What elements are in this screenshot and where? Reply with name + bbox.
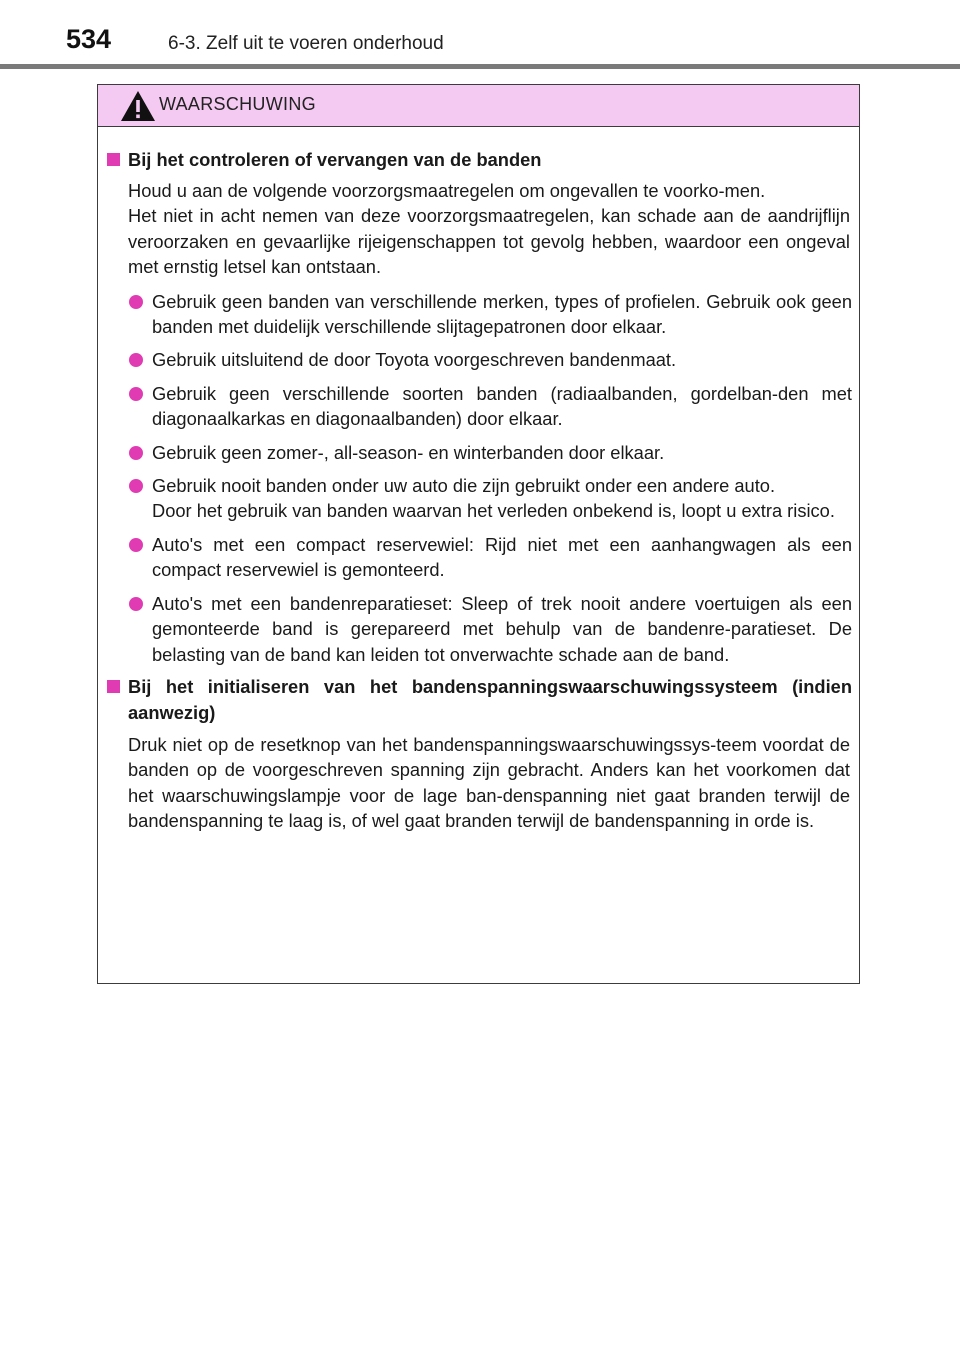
round-bullet-icon — [129, 387, 143, 401]
round-bullet-icon — [129, 479, 143, 493]
section-heading — [105, 674, 852, 726]
round-bullet-icon — [129, 295, 143, 309]
list-item-text: Gebruik geen banden van verschillende merken, types of profielen. Gebruik ook geen banden met duidelijk verschillende slijtagepatronen door elkaar. — [152, 290, 852, 338]
round-bullet-icon — [129, 446, 143, 460]
list-item — [128, 532, 852, 583]
paragraph: Houd u aan de volgende voorzorgsmaatregelen om ongevallen te voorko-men. — [128, 180, 766, 201]
square-bullet-icon — [107, 680, 120, 693]
list-item — [128, 381, 852, 432]
square-bullet-icon — [107, 153, 120, 166]
list-item-text: Gebruik geen verschillende soorten banden (radiaalbanden, gordelban-den met diagonaalkarkas en diagonaalbanden) door elkaar. — [152, 382, 852, 430]
list-item — [128, 473, 852, 524]
list-item — [128, 591, 852, 667]
chapter-title: 6-3. Zelf uit te voeren onderhoud — [168, 33, 444, 54]
list-item-text: Auto's met een bandenreparatieset: Sleep of trek nooit andere voertuigen als een gemonteerde band is gerepareerd met behulp van de bandenre-paratieset. De belasting van de band kan leiden tot onverwachte schade aan de band. — [152, 592, 852, 665]
header-divider — [0, 64, 960, 69]
warning-header — [98, 85, 859, 127]
list-item-text: Auto's met een compact reservewiel: Rijd niet met een aanhangwagen als een compact reservewiel is gemonteerd. — [152, 533, 852, 581]
warning-box — [97, 84, 860, 984]
round-bullet-icon — [129, 353, 143, 367]
paragraph: Het niet in acht nemen van deze voorzorgsmaatregelen, kan schade aan de aandrijflijn veroorzaken en gevaarlijke rijeigenschappen tot gevolg hebben, waardoor een ongeval met ernstig letsel kan ontstaan. — [128, 205, 850, 278]
list-item-text: Door het gebruik van banden waarvan het verleden onbekend is, loopt u extra risico. — [152, 500, 835, 522]
list-item-text: Gebruik nooit banden onder uw auto die zijn gebruikt onder een andere auto. — [152, 475, 776, 497]
round-bullet-icon — [129, 597, 143, 611]
warning-label: WAARSCHUWING — [159, 94, 316, 114]
list-item-text: Gebruik uitsluitend de door Toyota voorgeschreven bandenmaat. — [152, 349, 677, 371]
warning-triangle-icon — [120, 90, 156, 122]
section-heading-text: Bij het controleren of vervangen van de banden — [128, 149, 542, 170]
paragraph: Druk niet op de resetknop van het bandenspanningswaarschuwingssys-teem voordat de banden op de voorgeschreven spanning zijn gebracht. Anders kan het voorkomen dat het waarschuwingslampje voor de lage ban-denspanning niet gaat branden terwijl de bandenspanning te laag is, of wel gaat branden terwijl de bandenspanning in orde is. — [128, 733, 850, 832]
section-heading — [105, 147, 852, 173]
round-bullet-icon — [129, 538, 143, 552]
warning-body — [98, 127, 859, 834]
list-item — [128, 440, 852, 465]
list-item-text: Gebruik geen zomer-, all-season- en winterbanden door elkaar. — [152, 441, 665, 463]
section-heading-text: Bij het initialiseren van het bandenspanningswaarschuwingssysteem (indien aanwezig) — [128, 675, 852, 723]
page-number: 534 — [66, 24, 112, 54]
list-item — [128, 289, 852, 340]
list-item — [128, 347, 852, 372]
